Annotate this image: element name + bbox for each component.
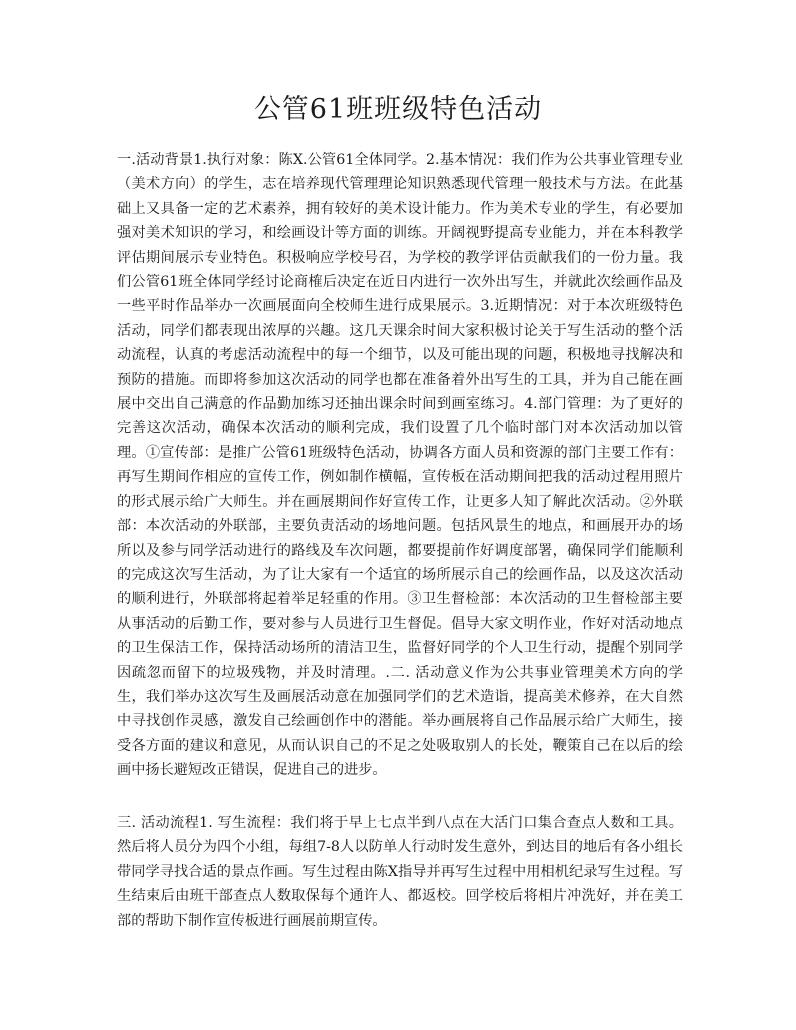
paragraph-background: 一.活动背景1.执行对象：陈X.公管61全体同学。2.基本情况：我们作为公共事业管理专业（美术方向）的学生，志在培养现代管理理论知识熟悉现代管理一般技术与方法。在此基础上又具备一定的艺术素养，拥有较好的美术设计能力。作为美术专业的学生，有必要加强对美术知识的学习，和绘画设计等方面的训练。开阔视野提高专业能力，并在本科教学评估期间展示专业特色。积极响应学校号召，为学校的教学评估贡献我们的一份力量。我们公管61班全体同学经讨论商榷后决定在近日内进行一次外出写生，并就此次绘画作品及一些平时作品举办一次画展面向全校师生进行成果展示。3.近期情况：对于本次班级特色活动，同学们都表现出浓厚的兴趣。这几天课余时间大家积极讨论关于写生活动的整个活动流程，认真的考虑活动流程中的每一个细节，以及可能出现的问题，积极地寻找解决和预防的措施。而即将参加这次活动的同学也都在准备着外出写生的工具，并为自己能在画展中交出自己满意的作品勤加练习还抽出课余时间到画室练习。4.部门管理：为了更好的完善这次活动，确保本次活动的顺利完成，我们设置了几个临时部门对本次活动加以管理。①宣传部：是推广公管61班级特色活动，协调各方面人员和资源的部门主要工作有：再写生期间作相应的宣传工作，例如制作横幅，宣传板在活动期间把我的活动过程用照片的形式展示给广大师生。并在画展期间作好宣传工作，让更多人知了解此次活动。②外联部：本次活动的外联部，主要负责活动的场地问题。包括风景生的地点，和画展开办的场所以及参与同学活动进行的路线及车次问题，都要提前作好调度部署，确保同学们能顺利的完成这次写生活动，为了让大家有一个适宜的场所展示自己的绘画作品，以及这次活动的顺利进行，外联部将起着举足轻重的作用。③卫生督检部：本次活动的卫生督检部主要从事活动的后勤工作，要对参与人员进行卫生督促。倡导大家文明作业，作好对活动地点的卫生保洁工作，保持活动场所的清洁卫生，监督好同学的个人卫生行动，提醒个别同学因疏忽而留下的垃圾残物，并及时清理。.二. 活动意义作为公共事业管理美术方向的学生，我们举办这次写生及画展活动意在加强同学们的艺术造诣，提高美术修养，在大自然中寻找创作灵感，激发自己绘画创作中的潜能。举办画展将自己作品展示给广大师生，接受各方面的建议和意见，从而认识自己的不足之处吸取别人的长处，鞭策自己在以后的绘画中扬长避短改正错误，促进自己的进步。 [117, 152, 683, 779]
paragraph-activity-process: 三. 活动流程1. 写生流程：我们将于早上七点半到八点在大活门口集合查点人数和工具。然后将人员分为四个小组，每组7-8人以防单人行动时发生意外，到达目的地后有各小组长带同学寻找合适的景点作画。写生过程由陈X指导并再写生过程中用相机纪录写生过程。写生结束后由班干部查点人数取保每个通许人、都返校。回学校后将相片冲洗好，并在美工部的帮助下制作宣传板进行画展前期宣传。 [117, 815, 683, 929]
document-title: 公管61班班级特色活动 [253, 94, 543, 125]
